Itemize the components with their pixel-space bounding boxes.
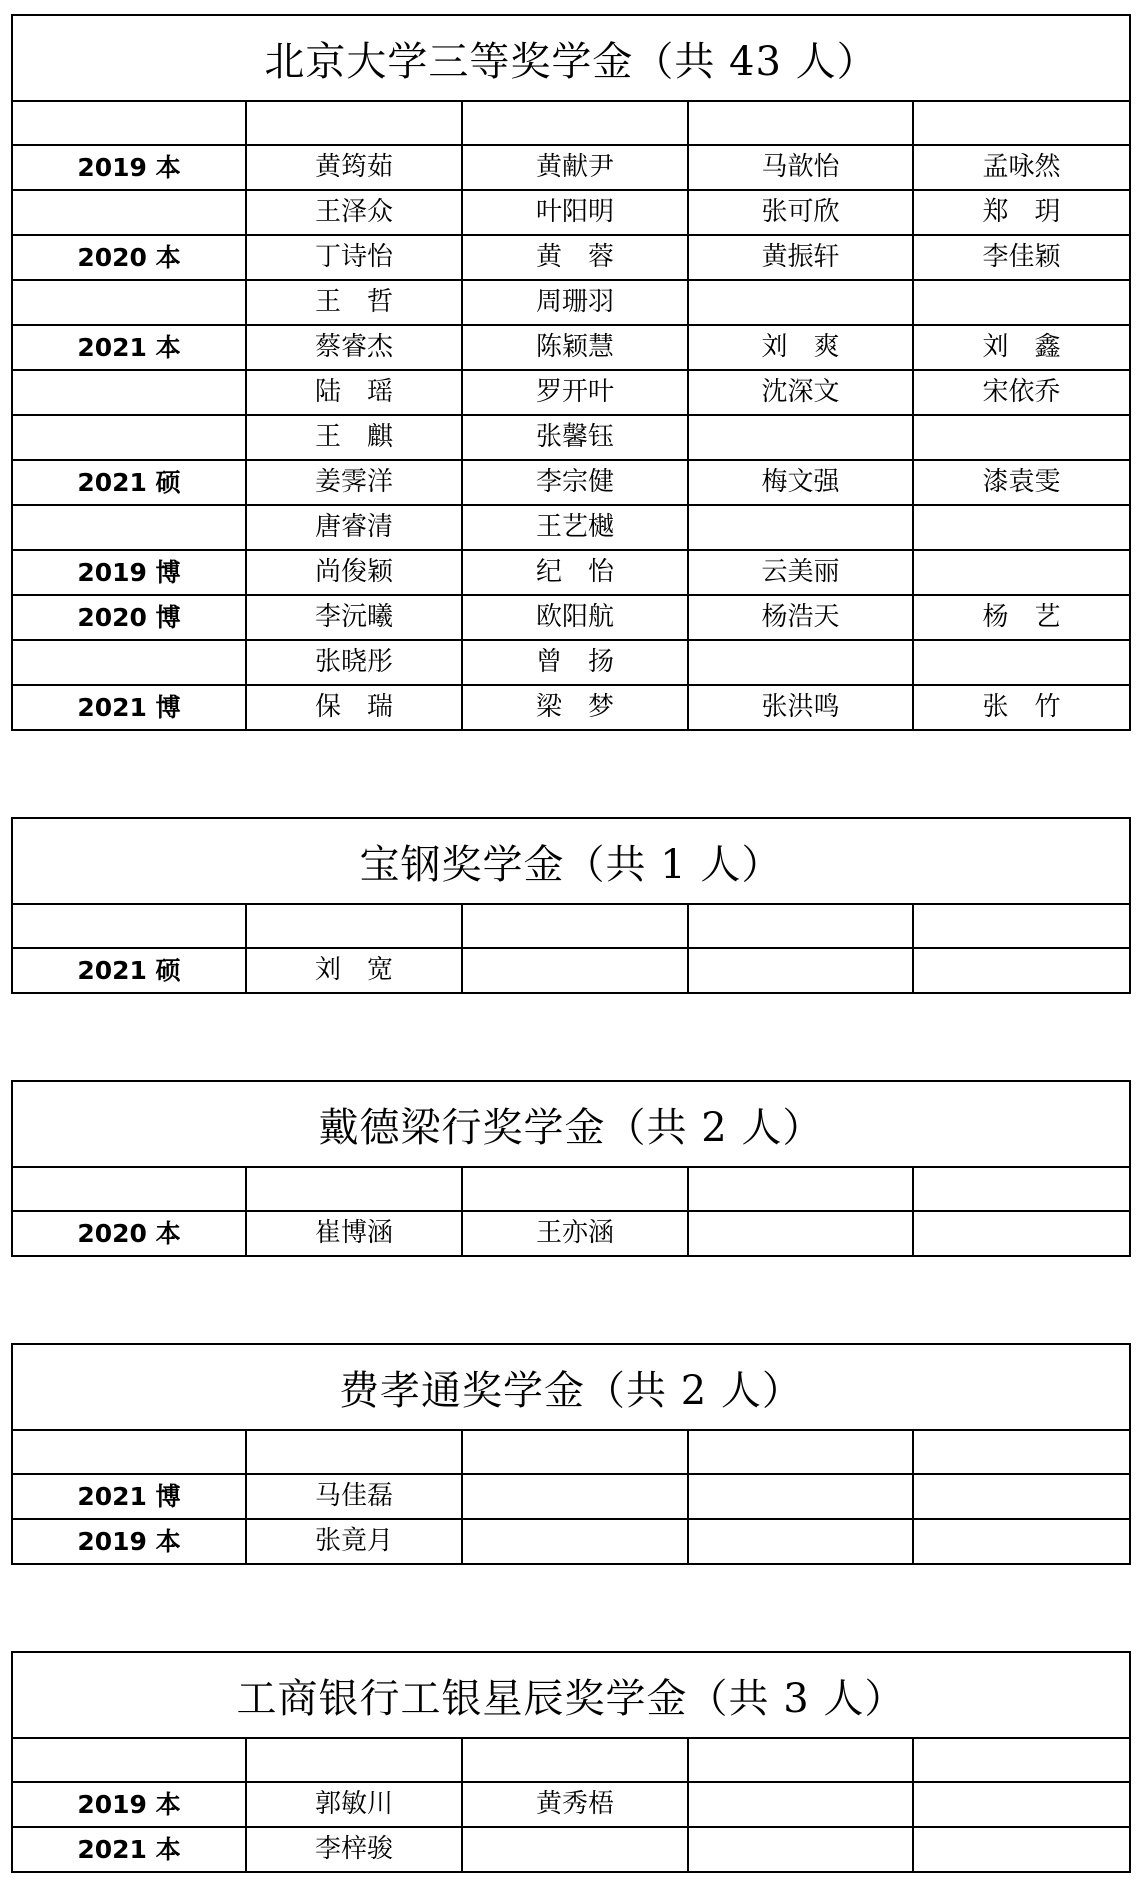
scholarship-list (11, 14, 1131, 1873)
recipient-name-cell (913, 550, 1129, 595)
cohort-cell (13, 1739, 246, 1782)
cohort-cell (13, 415, 246, 460)
recipient-name-cell: 黄献尹 (462, 145, 688, 190)
recipient-name-cell: 刘 鑫 (913, 325, 1129, 370)
table-row (13, 1211, 1129, 1255)
header-spacer-row (13, 1739, 1129, 1782)
table-row (13, 190, 1129, 235)
recipient-name-cell (913, 415, 1129, 460)
recipient-name-cell: 黄秀梧 (462, 1782, 688, 1827)
cohort-cell: 2020 本 (13, 235, 246, 280)
cohort-cell: 2019 本 (13, 1519, 246, 1563)
cohort-cell (13, 505, 246, 550)
recipient-name-cell (913, 1431, 1129, 1474)
table-row (13, 325, 1129, 370)
header-spacer-row (13, 1431, 1129, 1474)
recipient-name-cell (913, 505, 1129, 550)
recipient-name-cell: 崔博涵 (246, 1211, 462, 1255)
cohort-cell (13, 905, 246, 948)
recipient-name-cell (913, 1211, 1129, 1255)
recipient-name-cell (688, 948, 913, 992)
recipient-name-cell: 叶阳明 (462, 190, 688, 235)
cohort-cell (13, 190, 246, 235)
recipient-name-cell (913, 640, 1129, 685)
recipient-name-cell: 马佳磊 (246, 1474, 462, 1519)
recipient-name-cell: 郑 玥 (913, 190, 1129, 235)
cohort-cell (13, 1431, 246, 1474)
recipient-name-cell: 沈深文 (688, 370, 913, 415)
recipient-name-cell (913, 102, 1129, 145)
recipient-name-cell: 张馨钰 (462, 415, 688, 460)
recipient-name-cell: 姜霁洋 (246, 460, 462, 505)
recipient-name-cell: 梁 梦 (462, 685, 688, 729)
block-title: 北京大学三等奖学金（共 43 人） (13, 16, 1129, 102)
recipient-name-cell: 蔡睿杰 (246, 325, 462, 370)
recipient-name-cell (913, 1168, 1129, 1211)
cohort-cell (13, 102, 246, 145)
recipient-name-cell: 王泽众 (246, 190, 462, 235)
table-row (13, 505, 1129, 550)
recipient-name-cell: 云美丽 (688, 550, 913, 595)
recipient-name-cell (913, 280, 1129, 325)
block-title: 费孝通奖学金（共 2 人） (13, 1345, 1129, 1431)
recipient-name-cell (462, 1431, 688, 1474)
recipient-name-cell: 黄筠茹 (246, 145, 462, 190)
recipient-name-cell: 曾 扬 (462, 640, 688, 685)
recipient-name-cell (462, 948, 688, 992)
scholarship-block-cushman (11, 1080, 1131, 1257)
block-title: 宝钢奖学金（共 1 人） (13, 819, 1129, 905)
recipient-name-cell (688, 102, 913, 145)
recipient-name-cell (462, 905, 688, 948)
recipient-name-cell (462, 1168, 688, 1211)
recipient-name-cell (688, 505, 913, 550)
recipient-name-cell: 郭敏川 (246, 1782, 462, 1827)
table-row (13, 685, 1129, 729)
recipient-name-cell (688, 640, 913, 685)
recipient-name-cell: 宋依乔 (913, 370, 1129, 415)
table-row (13, 280, 1129, 325)
recipient-name-cell: 李梓骏 (246, 1827, 462, 1871)
recipient-name-cell: 黄 蓉 (462, 235, 688, 280)
recipient-name-cell (913, 905, 1129, 948)
recipient-name-cell (688, 1474, 913, 1519)
block-title: 戴德梁行奖学金（共 2 人） (13, 1082, 1129, 1168)
recipient-name-cell (688, 1211, 913, 1255)
recipient-name-cell (688, 905, 913, 948)
cohort-cell (13, 1168, 246, 1211)
recipient-name-cell: 王 哲 (246, 280, 462, 325)
recipient-name-cell (462, 1827, 688, 1871)
recipient-name-cell (688, 1519, 913, 1563)
recipient-name-cell: 李沅曦 (246, 595, 462, 640)
scholarship-block-fei-xiaotong (11, 1343, 1131, 1565)
recipient-table (13, 905, 1129, 992)
table-row (13, 1827, 1129, 1871)
cohort-cell (13, 280, 246, 325)
recipient-name-cell: 黄振轩 (688, 235, 913, 280)
table-row (13, 550, 1129, 595)
recipient-name-cell: 李宗健 (462, 460, 688, 505)
table-row (13, 1782, 1129, 1827)
recipient-name-cell: 漆袁雯 (913, 460, 1129, 505)
recipient-name-cell: 张竟月 (246, 1519, 462, 1563)
recipient-name-cell (246, 905, 462, 948)
recipient-name-cell: 保 瑞 (246, 685, 462, 729)
recipient-name-cell: 王艺樾 (462, 505, 688, 550)
recipient-name-cell: 丁诗怡 (246, 235, 462, 280)
table-row (13, 235, 1129, 280)
recipient-name-cell: 罗开叶 (462, 370, 688, 415)
cohort-cell: 2021 硕 (13, 460, 246, 505)
table-row (13, 640, 1129, 685)
recipient-name-cell (246, 1168, 462, 1211)
recipient-name-cell: 唐睿清 (246, 505, 462, 550)
cohort-cell: 2019 博 (13, 550, 246, 595)
block-title: 工商银行工银星辰奖学金（共 3 人） (13, 1653, 1129, 1739)
table-row (13, 460, 1129, 505)
table-row (13, 595, 1129, 640)
header-spacer-row (13, 102, 1129, 145)
cohort-cell: 2021 博 (13, 685, 246, 729)
header-spacer-row (13, 905, 1129, 948)
cohort-cell: 2020 本 (13, 1211, 246, 1255)
recipient-name-cell: 陈颖慧 (462, 325, 688, 370)
recipient-name-cell (688, 1827, 913, 1871)
table-row (13, 415, 1129, 460)
recipient-name-cell (688, 1168, 913, 1211)
recipient-name-cell: 马歆怡 (688, 145, 913, 190)
recipient-name-cell (913, 1739, 1129, 1782)
scholarship-block-icbc (11, 1651, 1131, 1873)
table-row (13, 948, 1129, 992)
recipient-name-cell: 欧阳航 (462, 595, 688, 640)
recipient-name-cell (688, 1431, 913, 1474)
recipient-table (13, 1168, 1129, 1255)
recipient-name-cell (688, 1739, 913, 1782)
scholarship-block-pku-third (11, 14, 1131, 731)
recipient-name-cell: 王亦涵 (462, 1211, 688, 1255)
recipient-name-cell (462, 1739, 688, 1782)
recipient-name-cell (913, 1474, 1129, 1519)
cohort-cell: 2019 本 (13, 145, 246, 190)
recipient-name-cell (913, 948, 1129, 992)
recipient-name-cell (462, 102, 688, 145)
recipient-table (13, 102, 1129, 729)
header-spacer-row (13, 1168, 1129, 1211)
recipient-name-cell: 刘 宽 (246, 948, 462, 992)
table-row (13, 370, 1129, 415)
recipient-name-cell (688, 1782, 913, 1827)
recipient-name-cell: 王 麒 (246, 415, 462, 460)
cohort-cell: 2019 本 (13, 1782, 246, 1827)
recipient-name-cell: 张晓彤 (246, 640, 462, 685)
cohort-cell (13, 370, 246, 415)
scholarship-block-baosteel (11, 817, 1131, 994)
recipient-name-cell: 李佳颖 (913, 235, 1129, 280)
recipient-name-cell: 孟咏然 (913, 145, 1129, 190)
recipient-name-cell: 刘 爽 (688, 325, 913, 370)
cohort-cell: 2020 博 (13, 595, 246, 640)
recipient-name-cell (462, 1519, 688, 1563)
recipient-name-cell: 陆 瑶 (246, 370, 462, 415)
cohort-cell: 2021 本 (13, 325, 246, 370)
recipient-name-cell: 张洪鸣 (688, 685, 913, 729)
recipient-name-cell (246, 102, 462, 145)
recipient-name-cell: 纪 怡 (462, 550, 688, 595)
table-row (13, 1519, 1129, 1563)
recipient-name-cell (246, 1431, 462, 1474)
recipient-table (13, 1431, 1129, 1563)
recipient-name-cell (246, 1739, 462, 1782)
recipient-name-cell (462, 1474, 688, 1519)
recipient-name-cell (913, 1519, 1129, 1563)
recipient-name-cell (913, 1782, 1129, 1827)
recipient-name-cell (688, 280, 913, 325)
recipient-name-cell (913, 1827, 1129, 1871)
recipient-name-cell: 周珊羽 (462, 280, 688, 325)
recipient-name-cell: 杨 艺 (913, 595, 1129, 640)
table-row (13, 145, 1129, 190)
cohort-cell (13, 640, 246, 685)
cohort-cell: 2021 博 (13, 1474, 246, 1519)
recipient-name-cell: 梅文强 (688, 460, 913, 505)
recipient-name-cell: 尚俊颖 (246, 550, 462, 595)
recipient-table (13, 1739, 1129, 1871)
recipient-name-cell: 张可欣 (688, 190, 913, 235)
cohort-cell: 2021 硕 (13, 948, 246, 992)
recipient-name-cell (688, 415, 913, 460)
recipient-name-cell: 张 竹 (982, 692, 1061, 722)
cohort-cell: 2021 本 (13, 1827, 246, 1871)
recipient-name-cell: 杨浩天 (688, 595, 913, 640)
table-row (13, 1474, 1129, 1519)
